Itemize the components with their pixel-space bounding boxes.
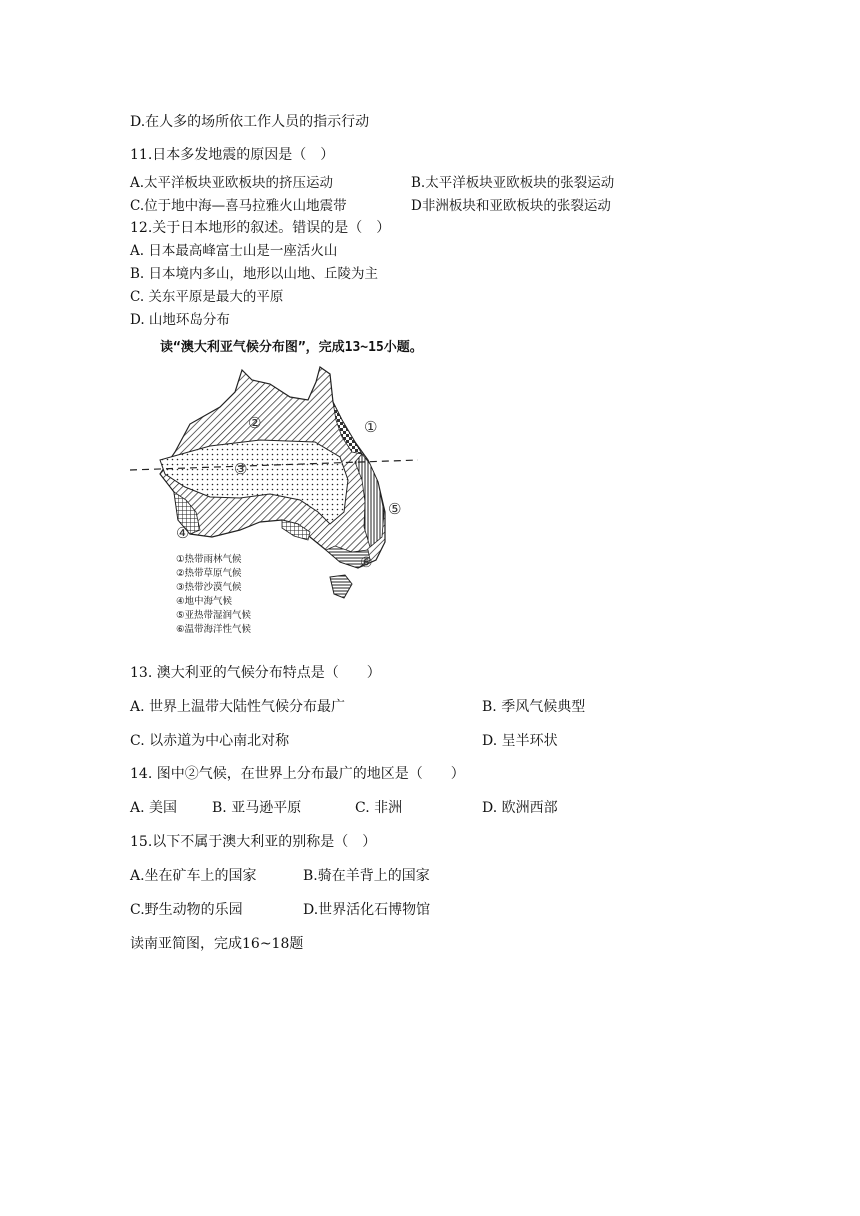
region-label-5: ⑤ [388, 500, 402, 518]
q12-option-b: B. 日本境内多山，地形以山地、丘陵为主 [130, 266, 379, 282]
legend-item-5 [176, 610, 251, 622]
south-asia-intro: 读南亚简图，完成16~18题 [130, 936, 304, 952]
q12-stem: 12.关于日本地形的叙述。错误的是（ ） [130, 220, 391, 236]
q14-stem: 14. 图中②气候，在世界上分布最广的地区是（ ） [130, 766, 465, 782]
q12-option-a: A. 日本最高峰富士山是一座活火山 [130, 243, 338, 259]
q15-option-a: A.坐在矿车上的国家 [130, 868, 257, 884]
legend-text-2: 热带草原气候 [184, 568, 242, 579]
legend-num-2: ② [176, 568, 185, 579]
q15-option-b: B.骑在羊背上的国家 [303, 868, 430, 884]
q12-option-d: D. 山地环岛分布 [130, 312, 230, 328]
legend-item-1 [176, 554, 242, 566]
legend-num-6: ⑥ [176, 624, 185, 635]
region-label-4: ④ [176, 524, 190, 542]
region-label-3: ③ [234, 460, 248, 478]
legend-text-6: 温带海洋性气候 [184, 624, 252, 635]
q14-option-b: B. 亚马逊平原 [212, 800, 302, 816]
q14-option-c: C. 非洲 [355, 800, 403, 816]
q12-option-c: C. 关东平原是最大的平原 [130, 289, 284, 305]
q11-option-d: D非洲板块和亚欧板块的张裂运动 [411, 198, 611, 214]
australia-climate-map [130, 362, 430, 642]
q13-option-c: C. 以赤道为中心南北对称 [130, 733, 290, 749]
legend-item-4 [176, 596, 232, 608]
q15-stem: 15.以下不属于澳大利亚的别称是（ ） [130, 834, 377, 850]
legend-text-5: 亚热带湿润气候 [184, 610, 252, 621]
q14-option-d: D. 欧洲西部 [482, 800, 558, 816]
map-intro: 读“澳大利亚气候分布图”，完成13~15小题。 [160, 340, 423, 355]
region-label-6: ⑥ [360, 555, 373, 571]
legend-text-1: 热带雨林气候 [184, 554, 242, 565]
q13-option-b: B. 季风气候典型 [482, 699, 586, 715]
q13-option-d: D. 呈半环状 [482, 733, 558, 749]
legend-num-1: ① [176, 554, 185, 565]
australia-map-figure [130, 362, 430, 642]
legend-item-6 [176, 624, 251, 636]
q13-stem: 13. 澳大利亚的气候分布特点是（ ） [130, 665, 381, 681]
q13-option-a: A. 世界上温带大陆性气候分布最广 [130, 699, 346, 715]
legend-text-3: 热带沙漠气候 [184, 582, 242, 593]
q15-option-c: C.野生动物的乐园 [130, 902, 243, 918]
q14-option-a: A. 美国 [130, 800, 178, 816]
q11-option-c: C.位于地中海—喜马拉雅火山地震带 [130, 198, 347, 214]
legend-text-4: 地中海气候 [184, 596, 233, 607]
legend-num-5: ⑤ [176, 610, 185, 621]
q11-stem: 11.日本多发地震的原因是（ ） [130, 147, 335, 163]
legend-item-3 [176, 582, 242, 594]
legend-num-3: ③ [176, 582, 185, 593]
q11-option-a: A.太平洋板块亚欧板块的挤压运动 [130, 175, 334, 191]
q10-option-d: D.在人多的场所依工作人员的指示行动 [130, 114, 370, 130]
q15-option-d: D.世界活化石博物馆 [303, 902, 431, 918]
region-label-1: ① [364, 418, 378, 436]
q11-option-b: B.太平洋板块亚欧板块的张裂运动 [411, 175, 615, 191]
legend-num-4: ④ [176, 596, 185, 607]
legend-item-2 [176, 568, 242, 580]
region-label-2: ② [248, 414, 262, 432]
tasmania [330, 575, 352, 598]
